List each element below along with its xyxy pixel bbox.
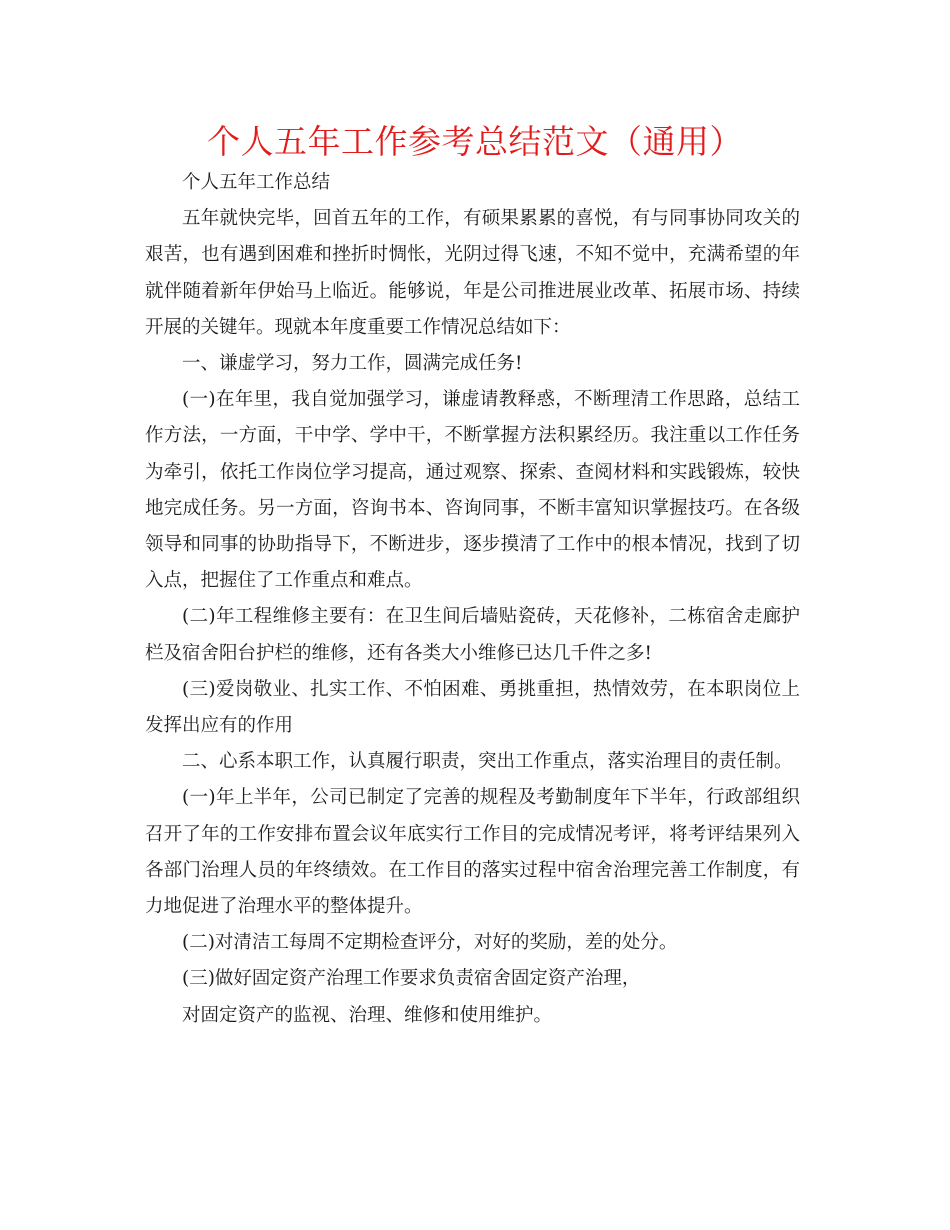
paragraph: (三)做好固定资产治理工作要求负责宿舍固定资产治理， xyxy=(182,968,641,990)
paragraph: (二)年工程维修主要有：在卫生间后墙贴瓷砖，天花修补，二栋宿舍走廊护栏及宿舍阳台护栏的维修，还有各类大小维修已达几千件之多! xyxy=(145,606,800,664)
paragraph: (三)爱岗敬业、扎实工作、不怕困难、勇挑重担，热情效劳，在本职岗位上发挥出应有的作用 xyxy=(145,678,800,737)
paragraph: (一)年上半年，公司已制定了完善的规程及考勤制度年下半年，行政部组织召开了年的工作安排布置会议年底实行工作目的完成情况考评，将考评结果列入各部门治理人员的年终绩效。在工作目的落实过程中宿舍治理完善工作制度，有力地促进了治理水平的整体提升。 xyxy=(145,787,800,918)
document-title: 个人五年工作参考总结范文（通用） xyxy=(207,122,743,161)
section-heading: 二、心系本职工作，认真履行职责，突出工作重点，落实治理目的责任制。 xyxy=(182,751,793,773)
section-heading: 一、谦虚学习，努力工作，圆满完成任务! xyxy=(182,353,523,375)
paragraph: (二)对清洁工每周不定期检查评分，对好的奖励，差的处分。 xyxy=(182,932,678,954)
document-body xyxy=(145,165,800,1034)
document-subtitle: 个人五年工作总结 xyxy=(182,172,331,193)
paragraph: (一)在年里，我自觉加强学习，谦虚请教释惑，不断理清工作思路，总结工作方法，一方面，干中学、学中干，不断掌握方法积累经历。我注重以工作任务为牵引，依托工作岗位学习提高，通过观察、探索、查阅材料和实践锻炼，较快地完成任务。另一方面，咨询书本、咨询同事，不断丰富知识掌握技巧。在各级领导和同事的协助指导下，不断进步，逐步摸清了工作中的根本情况，找到了切入点，把握住了工作重点和难点。 xyxy=(145,389,800,592)
paragraph: 五年就快完毕，回首五年的工作，有硕果累累的喜悦，有与同事协同攻关的艰苦，也有遇到困难和挫折时惆怅，光阴过得飞速，不知不觉中，充满希望的年就伴随着新年伊始马上临近。能够说，年是公司推进展业改革、拓展市场、持续开展的关键年。现就本年度重要工作情况总结如下： xyxy=(145,208,800,338)
paragraph: 对固定资产的监视、治理、维修和使用维护。 xyxy=(182,1004,553,1026)
